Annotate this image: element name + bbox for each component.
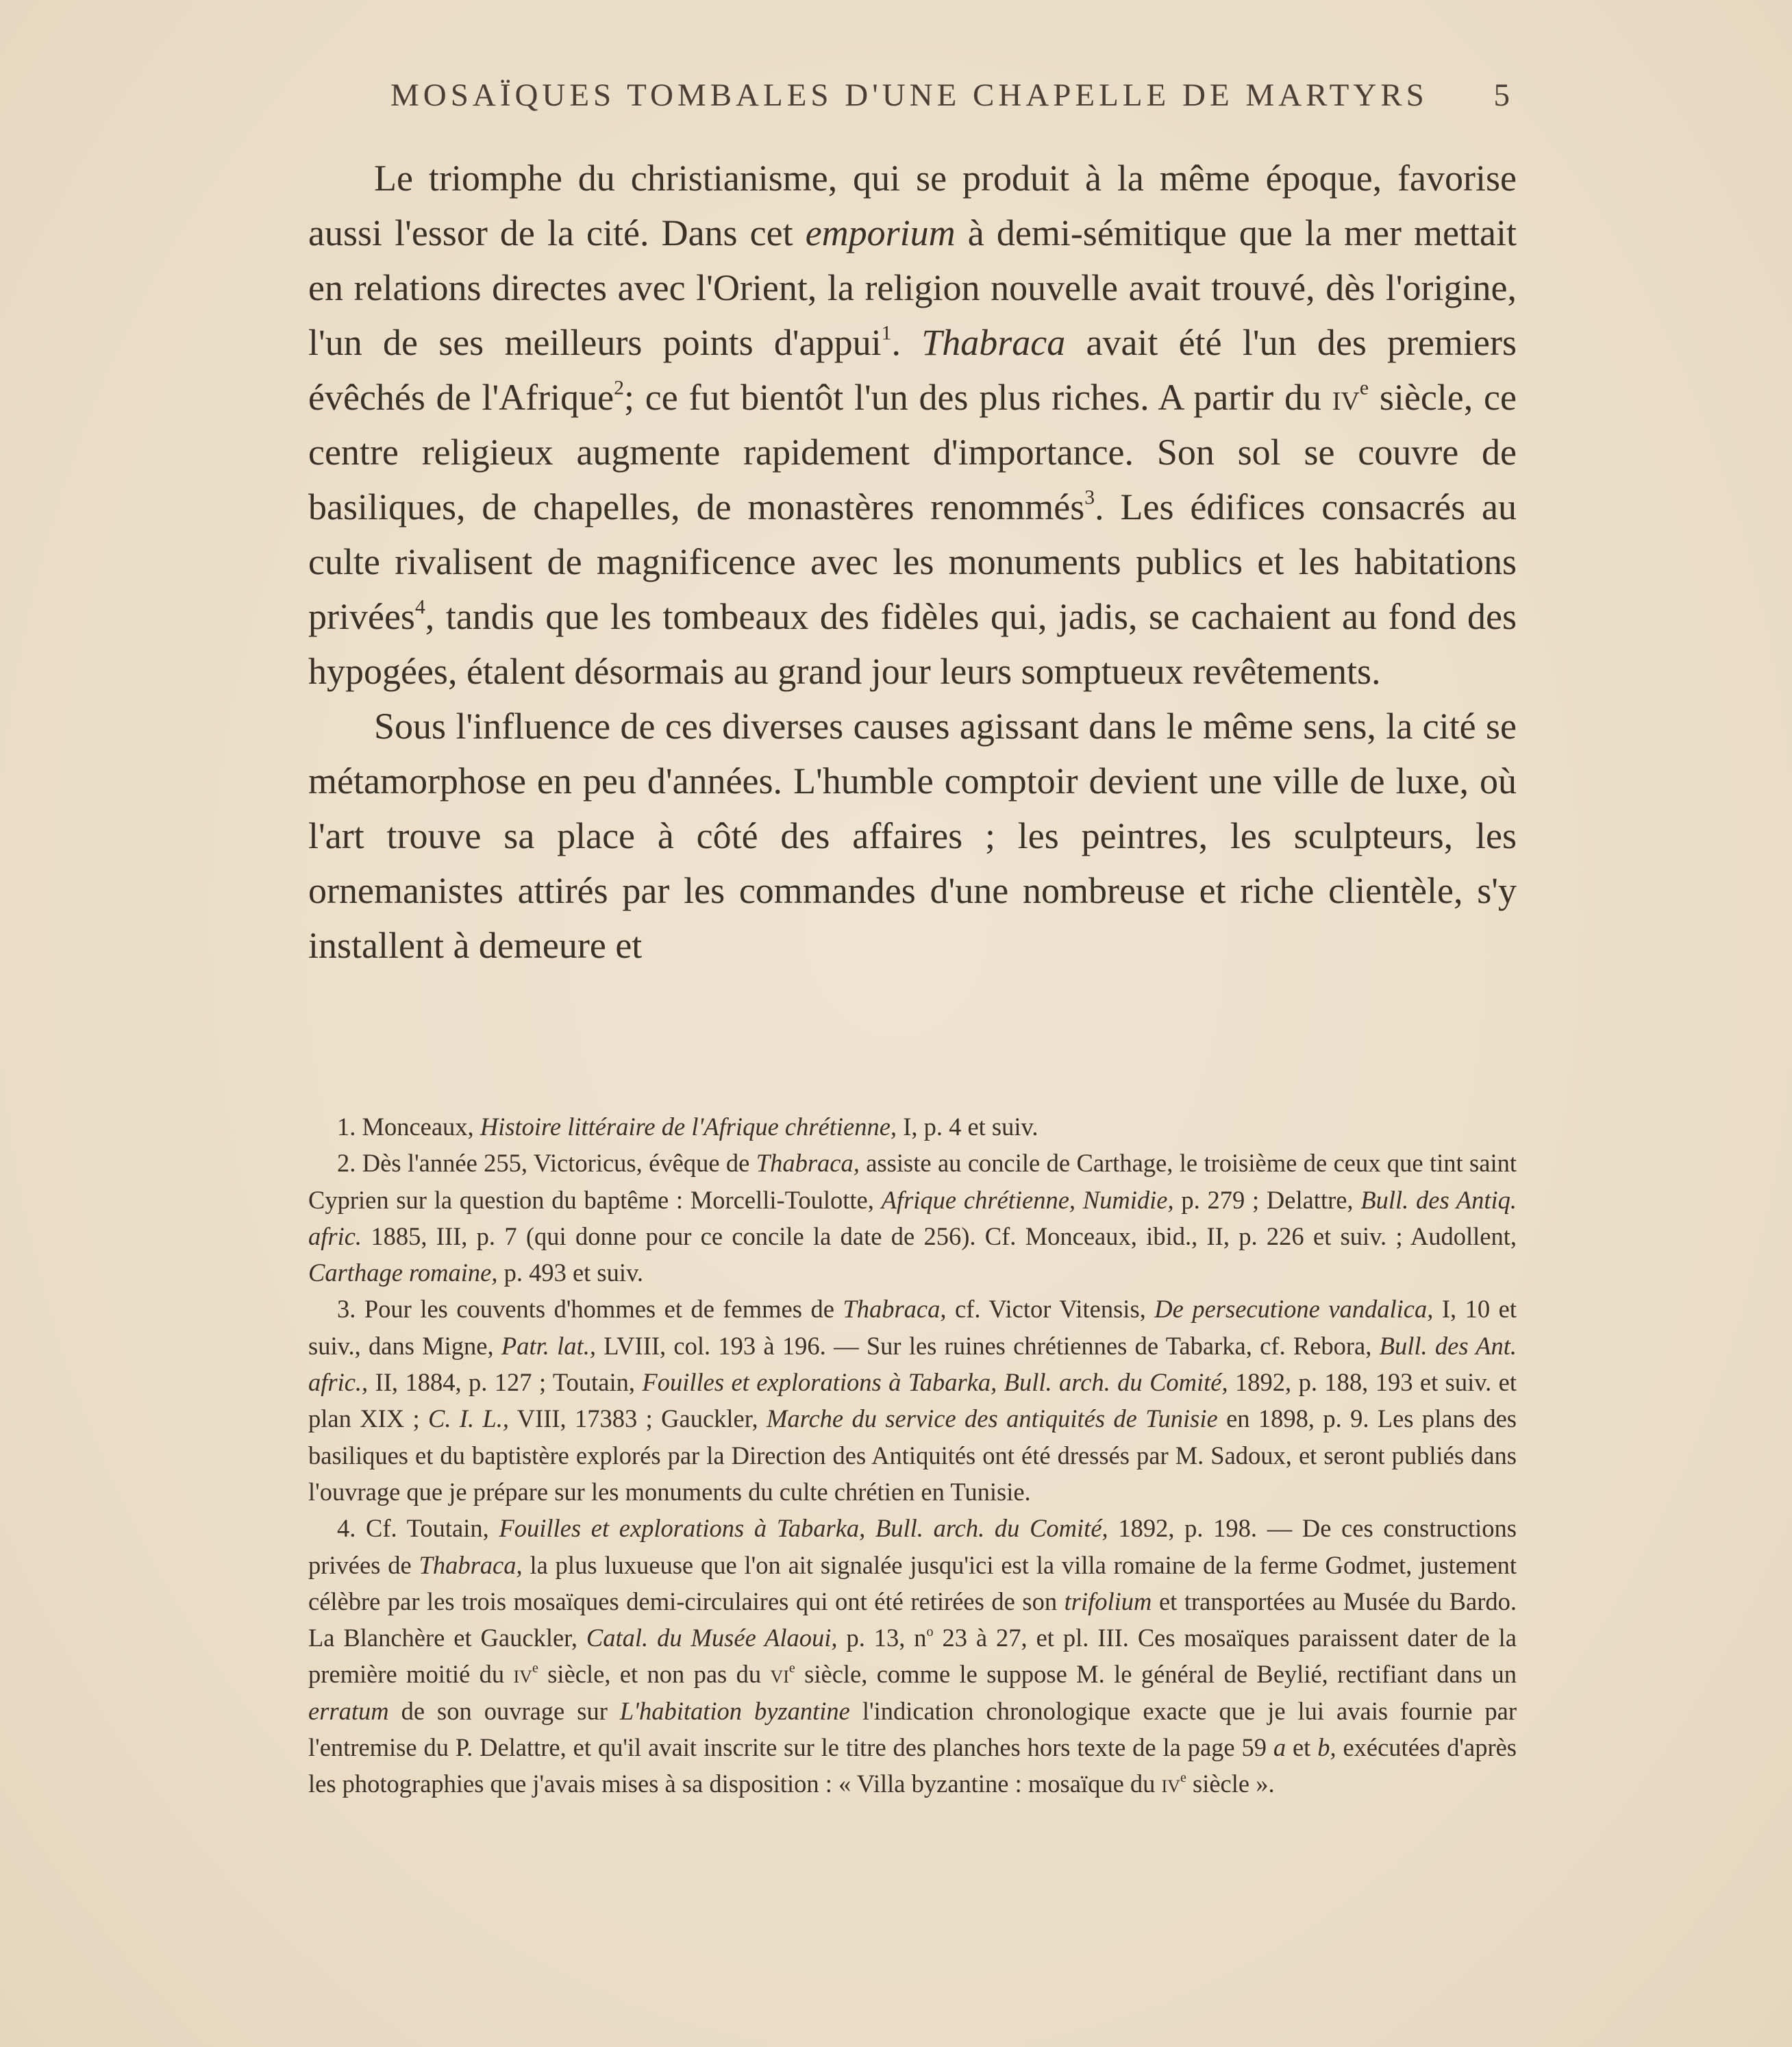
footnote-ref-2[interactable]: 2 bbox=[614, 377, 624, 399]
emphasis: emporium bbox=[805, 212, 956, 253]
main-text bbox=[308, 151, 1517, 973]
emphasis: Thabraca bbox=[921, 322, 1066, 363]
footnote-ref-1[interactable]: 1 bbox=[881, 322, 892, 345]
footnote-ref-3[interactable]: 3 bbox=[1084, 486, 1095, 509]
paragraph-1: Le triomphe du christianisme, qui se produit à la même époque, favorise aussi l'essor de la cité. Dans cet emporium à demi-sémitique que la mer mettait en relations directes avec l'Orient, la religion nouvelle avait trouvé, dès l'origine, l'un de ses meilleurs points d'appui$^1$. Thabraca avait été l'un des premiers évêchés de l'Afrique$^2$; ce fut bientôt l'un des plus riches. A partir du $iv^e$ siècle, ce centre religieux augmente rapidement d'importance. Son sol se couvre de basiliques, de chapelles, de monastères renommés$^3$. Les édifices consacrés au culte rivalisent de magnificence avec les monuments publics et les habitations privées$^4$, tandis que les tombeaux des fidèles qui, jadis, se cachaient au fond des hypogées, étalent désormais au grand jour leurs somptueux revêtements. bbox=[308, 158, 1517, 692]
footnote-4: 4. Cf. Toutain, Fouilles et explorations à Tabarka, Bull. arch. du Comité, 1892, p. 198. — De ces constructions privées de Thabraca, la plus luxueuse que l'on ait signalée jusqu'ici est la villa romaine de la ferme Godmet, justement célèbre par les trois mosaïques demi-circulaires qui ont été retirées de son trifolium et transportées au Musée du Bardo. La Blanchère et Gauckler, Catal. du Musée Alaoui, p. 13, $n^o$ 23 à 27, et pl. III. Ces mosaïques paraissent dater de la première moitié du $iv^e$ siècle, et non pas du $vi^e$ siècle, comme le suppose M. le général de Beylié, rectifiant dans un erratum de son ouvrage sur L'habitation byzantine l'indication chronologique exacte que je lui avais fournie par l'entremise du P. Delattre, et qu'il avait inscrite sur le titre des planches hors texte de la page 59 a et b, exécutées d'après les photographies que j'avais mises à sa disposition : « Villa byzantine : mosaïque du $iv^e$ siècle ». bbox=[308, 1514, 1517, 1798]
page-number: 5 bbox=[1493, 77, 1514, 113]
running-title: MOSAÏQUES TOMBALES D'UNE CHAPELLE DE MARTYRS bbox=[390, 77, 1428, 113]
footnote-2: 2. Dès l'année 255, Victoricus, évêque de Thabraca, assiste au concile de Carthage, le troisième de ceux que tint saint Cyprien sur la question du baptême : Morcelli-Toulotte, Afrique chrétienne, Numidie, p. 279 ; Delattre, Bull. des Antiq. afric. 1885, III, p. 7 (qui donne pour ce concile la date de 256). Cf. Monceaux, ibid., II, p. 226 et suiv. ; Audollent, Carthage romaine, p. 493 et suiv. bbox=[308, 1149, 1517, 1287]
footnote-ref-4[interactable]: 4 bbox=[414, 596, 425, 619]
footnote-1: 1. Monceaux, Histoire littéraire de l'Afrique chrétienne, I, p. 4 et suiv. bbox=[337, 1113, 1038, 1141]
running-header bbox=[308, 77, 1514, 132]
footnotes bbox=[308, 1108, 1517, 1802]
paragraph-2: Sous l'influence de ces diverses causes agissant dans le même sens, la cité se métamorphose en peu d'années. L'humble comptoir devient une ville de luxe, où l'art trouve sa place à côté des affaires ; les peintres, les sculpteurs, les ornemanistes attirés par les commandes d'une nombreuse et riche clientèle, s'y installent à demeure et bbox=[308, 706, 1517, 966]
footnote-3: 3. Pour les couvents d'hommes et de femmes de Thabraca, cf. Victor Vitensis, De persecutione vandalica, I, 10 et suiv., dans Migne, Patr. lat., LVIII, col. 193 à 196. — Sur les ruines chrétiennes de Tabarka, cf. Rebora, Bull. des Ant. afric., II, 1884, p. 127 ; Toutain, Fouilles et explorations à Tabarka, Bull. arch. du Comité, 1892, p. 188, 193 et suiv. et plan XIX ; C. I. L., VIII, 17383 ; Gauckler, Marche du service des antiquités de Tunisie en 1898, p. 9. Les plans des basiliques et du baptistère explorés par la Direction des Antiquités ont été dressés par M. Sadoux, et seront publiés dans l'ouvrage que je prépare sur les monuments du culte chrétien en Tunisie. bbox=[308, 1295, 1517, 1506]
century-numeral: iv bbox=[1332, 377, 1360, 418]
